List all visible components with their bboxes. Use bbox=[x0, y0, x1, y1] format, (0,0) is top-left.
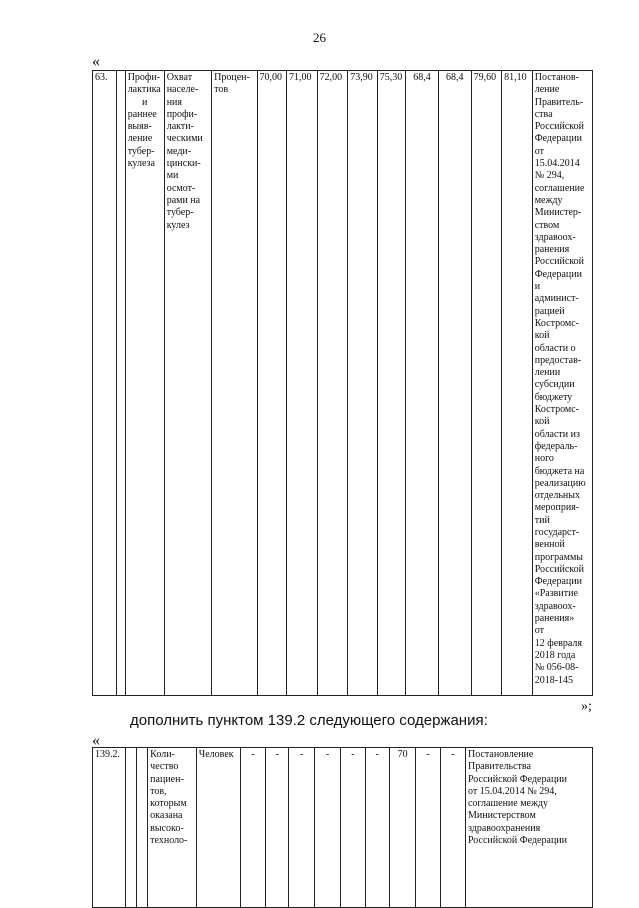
program-name-cell bbox=[125, 71, 164, 696]
text-line: цински- bbox=[166, 158, 201, 170]
text-line: Постановление bbox=[467, 749, 534, 760]
text-line: бюджету bbox=[534, 391, 573, 403]
text-line: соглашение bbox=[534, 182, 585, 194]
value-cell: - bbox=[440, 748, 465, 908]
text-line: «Развитие bbox=[534, 588, 578, 600]
text-line: пациен- bbox=[150, 773, 184, 785]
empty-cell bbox=[126, 748, 137, 908]
text-line: лении bbox=[534, 367, 561, 379]
text-line: рацией bbox=[534, 305, 565, 317]
value-cell: 70,00 bbox=[257, 71, 287, 696]
value-cell: - bbox=[240, 748, 265, 908]
text-line: Федерации bbox=[534, 133, 582, 145]
row-number: 139.2. bbox=[93, 748, 126, 908]
value-cell: - bbox=[266, 748, 289, 908]
text-line: Костромс- bbox=[534, 317, 579, 329]
text-line: бюджета на bbox=[534, 465, 585, 477]
text-line: ранения bbox=[534, 244, 570, 256]
text-line: которым bbox=[150, 798, 187, 810]
text-line: 12 февраля bbox=[534, 637, 582, 649]
text-line: тубер- bbox=[166, 207, 194, 219]
value-cell: 68,4 bbox=[438, 71, 471, 696]
value-cell: 71,00 bbox=[287, 71, 318, 696]
text-line: области из bbox=[534, 428, 580, 440]
text-line: области о bbox=[534, 342, 576, 354]
text-line: населе- bbox=[166, 84, 199, 96]
text-line: государст- bbox=[534, 526, 580, 538]
text-line: от 15.04.2014 № 294, bbox=[467, 785, 557, 797]
text-line: рами на bbox=[166, 194, 201, 206]
value-cell: 73,90 bbox=[348, 71, 378, 696]
text-line: ческими bbox=[166, 133, 203, 145]
text-line: кой bbox=[534, 416, 550, 428]
page-number: 26 bbox=[313, 30, 326, 45]
text-line: Российской Федерации bbox=[467, 773, 567, 785]
text-line: 2018-145 bbox=[534, 674, 574, 686]
text-line: техноло- bbox=[150, 835, 188, 847]
value-cell: - bbox=[365, 748, 389, 908]
text-line: чество bbox=[150, 761, 179, 773]
empty-cell bbox=[137, 748, 148, 908]
value-cell: 70 bbox=[389, 748, 415, 908]
text-line: тий bbox=[534, 514, 550, 526]
text-line: оказана bbox=[150, 810, 183, 822]
text-line: Федерации bbox=[534, 268, 582, 280]
text-line: кулеза bbox=[127, 158, 155, 170]
unit-cell: Человек bbox=[196, 748, 240, 908]
text-line: кулез bbox=[166, 219, 190, 231]
text-line: тубер- bbox=[127, 145, 155, 157]
program-table-row-63 bbox=[92, 70, 593, 696]
text-line: Костромс- bbox=[534, 404, 579, 416]
value-cell: 79,60 bbox=[471, 71, 502, 696]
text-line: предостав- bbox=[534, 354, 582, 366]
value-cell: 68,4 bbox=[406, 71, 439, 696]
text-line: № 294, bbox=[534, 170, 565, 182]
text-line: ление bbox=[127, 133, 153, 145]
text-line: кой bbox=[534, 330, 550, 342]
text-line: тов, bbox=[150, 785, 167, 797]
text-line: Профи- bbox=[127, 72, 161, 83]
value-cell: - bbox=[314, 748, 340, 908]
text-line: программы bbox=[534, 551, 583, 563]
text-line: Министерством bbox=[467, 810, 536, 822]
text-line: федераль- bbox=[534, 440, 578, 452]
text-line: между bbox=[534, 194, 563, 206]
empty-cell bbox=[117, 71, 125, 696]
text-line: здравоохранения bbox=[467, 822, 541, 834]
text-line: выяв- bbox=[127, 121, 152, 133]
text-line: ранения» bbox=[534, 613, 575, 625]
text-line: 15.04.2014 bbox=[534, 158, 580, 170]
text-line: Правительства bbox=[467, 761, 531, 773]
text-line: ния bbox=[166, 96, 183, 108]
text-line: админист- bbox=[534, 293, 579, 305]
text-line: и bbox=[142, 96, 148, 108]
text-line: венной bbox=[534, 539, 565, 551]
indicator-name-cell bbox=[164, 71, 211, 696]
text-line: Процен- bbox=[214, 72, 250, 83]
text-line: № 056-08- bbox=[534, 662, 579, 674]
legal-basis-cell bbox=[532, 71, 592, 696]
text-line: осмот- bbox=[166, 182, 196, 194]
text-line: 2018 года bbox=[534, 649, 576, 661]
text-line: лактика bbox=[127, 84, 161, 96]
row-number: 63. bbox=[93, 71, 117, 696]
text-line: раннее bbox=[127, 108, 157, 120]
text-line: лакти- bbox=[166, 121, 194, 133]
text-line: профи- bbox=[166, 108, 198, 120]
indicator-name-cell bbox=[148, 748, 197, 908]
program-table-row-139-2 bbox=[92, 747, 593, 908]
text-line: Коли- bbox=[150, 749, 175, 760]
legal-basis-cell bbox=[465, 748, 592, 908]
open-quote-2: « bbox=[92, 732, 100, 749]
text-line: здравоох- bbox=[534, 231, 576, 243]
text-line: Постанов- bbox=[534, 72, 579, 83]
unit-cell bbox=[212, 71, 257, 696]
value-cell: - bbox=[416, 748, 440, 908]
text-line: ством bbox=[534, 219, 560, 231]
text-line: от bbox=[534, 625, 544, 637]
open-quote: « bbox=[92, 53, 100, 70]
text-line: ного bbox=[534, 453, 554, 465]
text-line: тов bbox=[214, 84, 229, 96]
text-line: и bbox=[534, 281, 541, 293]
text-line: Российской Федерации bbox=[467, 835, 567, 847]
value-cell: 75,30 bbox=[377, 71, 405, 696]
amendment-intro-text: дополнить пунктом 139.2 следующего содержания: bbox=[130, 712, 488, 729]
value-cell: 72,00 bbox=[317, 71, 348, 696]
text-line: субсидии bbox=[534, 379, 575, 391]
closing-quote: »; bbox=[581, 699, 592, 714]
text-line: ства bbox=[534, 108, 553, 120]
text-line: Российской bbox=[534, 121, 585, 133]
text-line: мероприя- bbox=[534, 502, 580, 514]
text-line: реализацию bbox=[534, 477, 586, 489]
text-line: Охват bbox=[166, 72, 193, 83]
text-line: ми bbox=[166, 170, 179, 182]
value-cell: - bbox=[289, 748, 314, 908]
text-line: Правитель- bbox=[534, 96, 584, 108]
text-line: Российской bbox=[534, 563, 585, 575]
text-line: соглашение между bbox=[467, 798, 548, 810]
text-line: ление bbox=[534, 84, 560, 96]
text-line: меди- bbox=[166, 145, 192, 157]
text-line: Российской bbox=[534, 256, 585, 268]
text-line: здравоох- bbox=[534, 600, 576, 612]
text-line: Федерации bbox=[534, 576, 582, 588]
text-line: высоко- bbox=[150, 822, 184, 834]
value-cell: 81,10 bbox=[502, 71, 533, 696]
text-line: Министер- bbox=[534, 207, 582, 219]
value-cell: - bbox=[341, 748, 365, 908]
text-line: от bbox=[534, 145, 544, 157]
text-line: отдельных bbox=[534, 490, 580, 502]
